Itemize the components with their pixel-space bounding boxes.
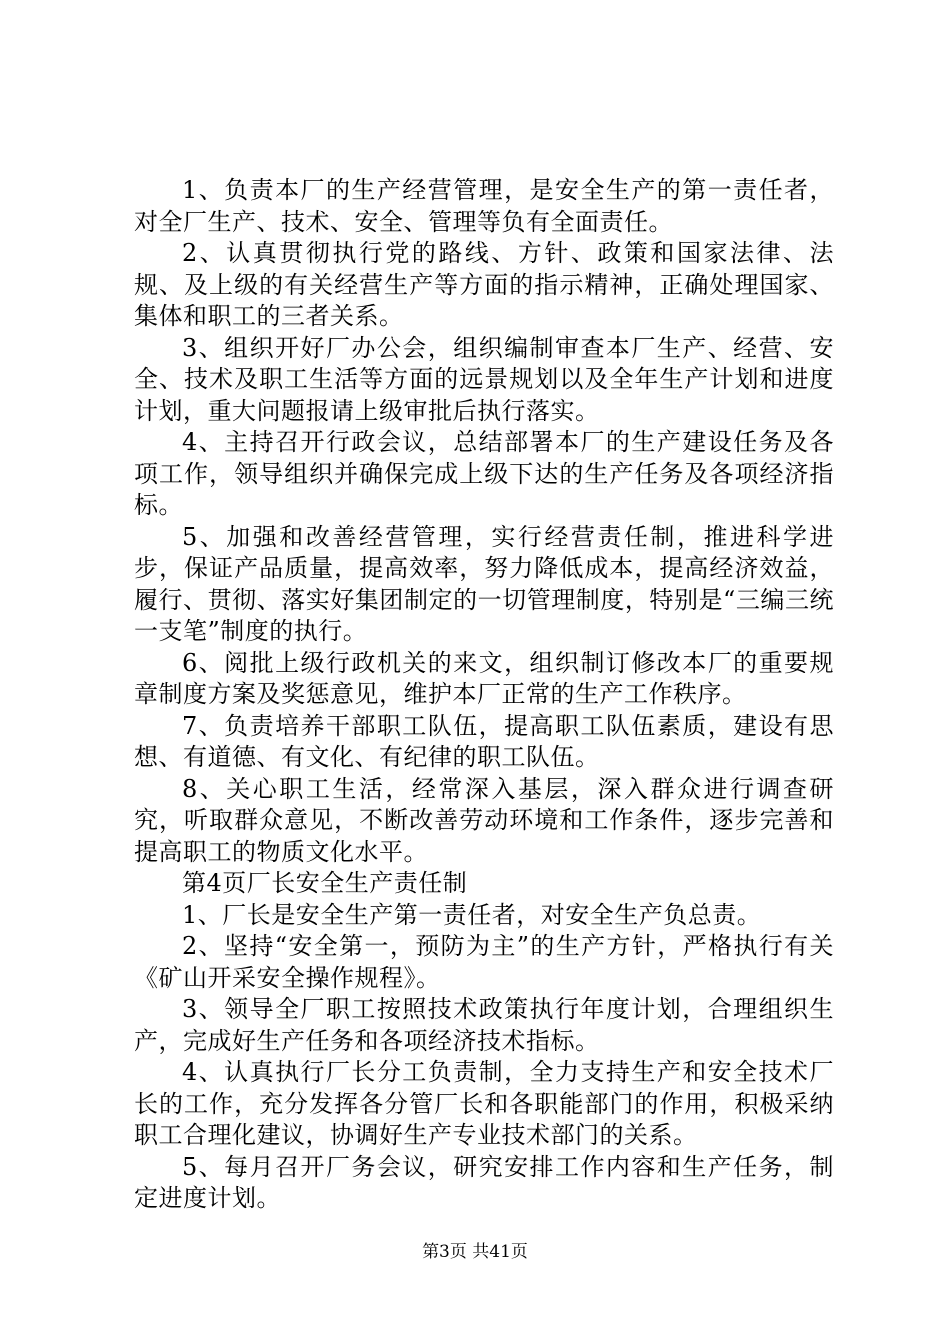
document-body <box>134 175 834 1215</box>
paragraph: 1、负责本厂的生产经营管理，是安全生产的第一责任者，对全厂生产、技术、安全、管理等负有全面责任。 <box>134 176 834 236</box>
paragraph: 4、主持召开行政会议，总结部署本厂的生产建设任务及各项工作，领导组织并确保完成上级下达的生产任务及各项经济指标。 <box>134 428 834 519</box>
paragraph: 5、加强和改善经营管理，实行经营责任制，推进科学进步，保证产品质量，提高效率，努力降低成本，提高经济效益，履行、贯彻、落实好集团制定的一切管理制度，特别是“三编三统一支笔”制度的执行。 <box>134 522 834 645</box>
paragraph: 2、认真贯彻执行党的路线、方针、政策和国家法律、法规、及上级的有关经营生产等方面的指示精神，正确处理国家、集体和职工的三者关系。 <box>134 239 834 330</box>
page-footer: 第3页 共41页 <box>422 1242 528 1262</box>
section-heading: 第4页厂长安全生产责任制 <box>182 869 468 897</box>
paragraph: 7、负责培养干部职工队伍，提高职工队伍素质，建设有思想、有道德、有文化、有纪律的职工队伍。 <box>134 711 834 771</box>
paragraph: 2、坚持“安全第一，预防为主”的生产方针，严格执行有关《矿山开采安全操作规程》。 <box>134 932 834 992</box>
paragraph: 8、关心职工生活，经常深入基层，深入群众进行调查研究，听取群众意见，不断改善劳动环境和工作条件，逐步完善和提高职工的物质文化水平。 <box>134 774 834 866</box>
paragraph: 6、阅批上级行政机关的来文，组织制订修改本厂的重要规章制度方案及奖惩意见，维护本厂正常的生产工作秩序。 <box>134 648 834 708</box>
paragraph: 3、领导全厂职工按照技术政策执行年度计划，合理组织生产，完成好生产任务和各项经济技术指标。 <box>134 995 834 1055</box>
paragraph: 1、厂长是安全生产第一责任者，对安全生产负总责。 <box>182 900 762 929</box>
paragraph: 3、组织开好厂办公会，组织编制审查本厂生产、经营、安全、技术及职工生活等方面的远景规划以及全年生产计划和进度计划，重大问题报请上级审批后执行落实。 <box>134 333 834 425</box>
paragraph: 4、认真执行厂长分工负责制，全力支持生产和安全技术厂长的工作，充分发挥各分管厂长和各职能部门的作用，积极采纳职工合理化建议，协调好生产专业技术部门的关系。 <box>134 1058 834 1149</box>
paragraph: 5、每月召开厂务会议，研究安排工作内容和生产任务，制定进度计划。 <box>134 1152 834 1212</box>
